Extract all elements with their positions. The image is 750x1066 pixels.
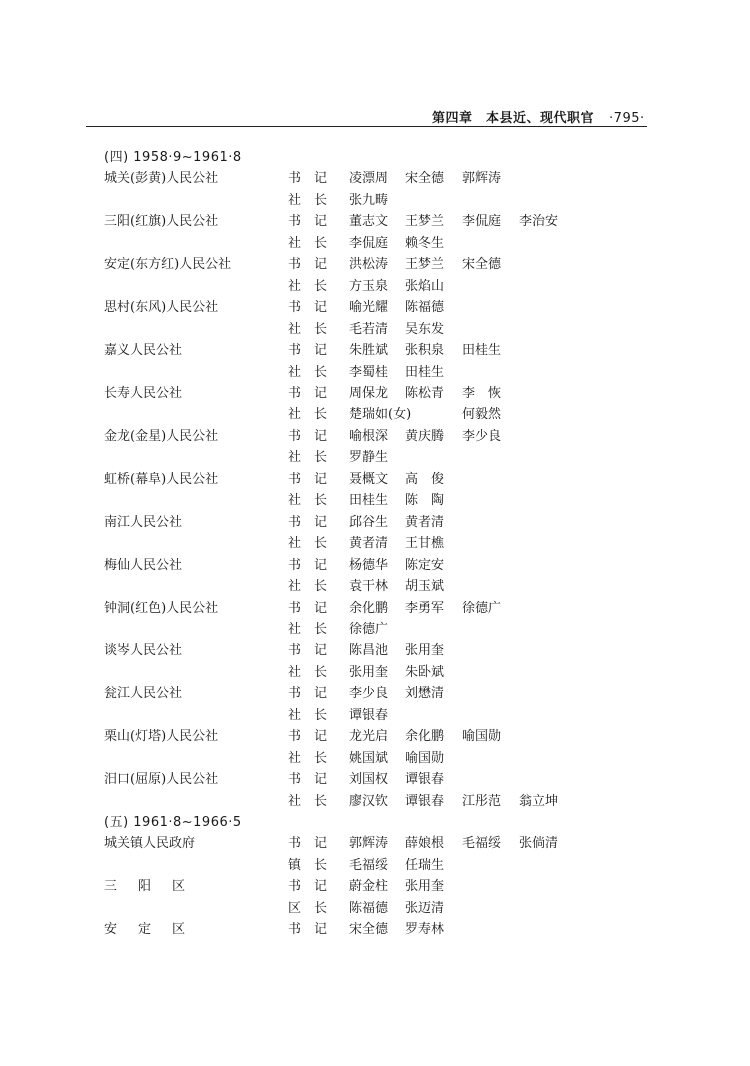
- role-char: 书: [288, 428, 302, 444]
- official-name: 朱胜斌: [349, 343, 389, 358]
- org-role-row: [0, 770, 750, 790]
- official-name: 蔚金柱: [349, 879, 389, 895]
- official-name: 李侃庭: [462, 214, 502, 230]
- official-name: 朱卧斌: [405, 664, 445, 680]
- official-name: 张用奎: [349, 664, 389, 680]
- org-name: 梅仙人民公社: [104, 557, 183, 573]
- official-name: 喻光耀: [349, 300, 389, 316]
- org-role-row: [0, 341, 750, 361]
- org-name: 南江人民公社: [104, 514, 183, 530]
- org-role-row: [0, 212, 750, 232]
- role-char: 书: [288, 772, 302, 787]
- role-char: 书: [288, 557, 302, 573]
- official-name: 廖汉钦: [349, 793, 389, 809]
- official-name: 谭银春: [405, 772, 445, 787]
- org-role-row: [0, 384, 750, 404]
- role-char: 社: [288, 235, 302, 251]
- role-char: 记: [314, 428, 328, 444]
- role-char: 书: [288, 343, 302, 358]
- official-name: 聂概文: [349, 471, 389, 487]
- official-name: 郭辉涛: [462, 171, 502, 187]
- org-role-row: [0, 641, 750, 661]
- role-char: 社: [288, 278, 302, 294]
- org-role-row: [0, 277, 750, 297]
- official-name: 徐德广: [349, 621, 389, 637]
- role-char: 长: [314, 579, 328, 594]
- section-heading-line: [0, 813, 750, 833]
- role-char: 长: [314, 364, 328, 380]
- org-name: 钟洞(红色)人民公社: [104, 600, 219, 616]
- official-name: 李少良: [349, 686, 389, 702]
- role-char: 社: [288, 707, 302, 723]
- role-char: 记: [314, 171, 328, 187]
- org-name: 城关镇人民政府: [104, 836, 196, 852]
- official-name: 陈松青: [405, 385, 445, 401]
- official-name: 赖冬生: [405, 235, 445, 251]
- official-name: 黄者清: [349, 536, 389, 552]
- role-char: 社: [288, 192, 302, 208]
- org-name: 虹桥(幕阜)人民公社: [104, 471, 219, 487]
- org-name: 谈岑人民公社: [104, 643, 183, 659]
- official-name: 张用奎: [405, 879, 445, 895]
- org-role-row: [0, 169, 750, 189]
- official-name: 高 俊: [405, 471, 445, 487]
- role-char: 记: [314, 343, 328, 358]
- role-char: 记: [314, 686, 328, 702]
- role-char: 记: [314, 557, 328, 573]
- org-role-row: [0, 491, 750, 511]
- official-name: 宋全德: [405, 171, 445, 187]
- role-char: 社: [288, 579, 302, 594]
- official-name: 喻国勋: [405, 750, 445, 766]
- official-name: 张迈清: [405, 900, 445, 916]
- role-char: 长: [314, 407, 328, 423]
- role-char: 长: [314, 900, 328, 916]
- official-name: 谭银春: [405, 793, 445, 809]
- role-char: 长: [314, 707, 328, 723]
- org-role-row: [0, 448, 750, 468]
- role-char: 记: [314, 471, 328, 487]
- org-name: 三阳(红旗)人民公社: [104, 214, 219, 230]
- role-char: 长: [314, 192, 328, 208]
- official-name: 毛若清: [349, 321, 389, 337]
- header-rule: [86, 126, 647, 127]
- running-header: [432, 107, 645, 126]
- role-char: 记: [314, 772, 328, 787]
- official-name: 凌漂周: [349, 171, 389, 187]
- org-role-row: [0, 255, 750, 275]
- org-role-row: [0, 556, 750, 576]
- official-name: 刘国权: [349, 772, 389, 787]
- org-role-row: [0, 663, 750, 683]
- role-char: 书: [288, 922, 302, 938]
- org-role-row: [0, 191, 750, 211]
- role-char: 书: [288, 836, 302, 852]
- org-name: 安定(东方红)人民公社: [104, 257, 232, 273]
- official-name: 李蜀桂: [349, 364, 389, 380]
- role-char: 区: [288, 900, 302, 916]
- org-name: 瓮江人民公社: [104, 686, 183, 702]
- official-name: 宋全德: [349, 922, 389, 938]
- org-name: 金龙(金星)人民公社: [104, 428, 219, 444]
- role-char: 书: [288, 471, 302, 487]
- role-char: 书: [288, 385, 302, 401]
- org-role-row: [0, 706, 750, 726]
- official-name: 张积泉: [405, 343, 445, 358]
- org-role-row: [0, 320, 750, 340]
- org-name: 嘉义人民公社: [104, 343, 183, 358]
- role-char: 社: [288, 321, 302, 337]
- role-char: 长: [314, 857, 328, 873]
- role-char: 书: [288, 879, 302, 895]
- role-char: 记: [314, 729, 328, 745]
- official-name: 田桂生: [462, 343, 502, 358]
- role-char: 记: [314, 922, 328, 938]
- org-role-row: [0, 856, 750, 876]
- org-role-row: [0, 899, 750, 919]
- role-char: 书: [288, 729, 302, 745]
- official-name: 方玉泉: [349, 278, 389, 294]
- role-char: 社: [288, 536, 302, 552]
- role-char: 记: [314, 214, 328, 230]
- org-role-row: [0, 470, 750, 490]
- official-name: 王梦兰: [405, 257, 445, 273]
- official-name: 张用奎: [405, 643, 445, 659]
- official-name: 田桂生: [405, 364, 445, 380]
- official-name: 李 恢: [462, 385, 502, 401]
- role-char: 社: [288, 664, 302, 680]
- official-name: 张九畴: [349, 192, 389, 208]
- official-name: 胡玉斌: [405, 579, 445, 594]
- role-char: 记: [314, 600, 328, 616]
- org-role-row: [0, 877, 750, 897]
- org-role-row: [0, 792, 750, 812]
- official-name: 田桂生: [349, 493, 389, 509]
- official-name: 刘懋清: [405, 686, 445, 702]
- official-name: 郭辉涛: [349, 836, 389, 852]
- role-char: 社: [288, 364, 302, 380]
- official-name: 周保龙: [349, 385, 389, 401]
- org-name: 三阳区: [104, 879, 207, 895]
- section-heading: (五) 1961·8~1966·5: [104, 814, 242, 830]
- role-char: 长: [314, 536, 328, 552]
- official-name: 李勇军: [405, 600, 445, 616]
- org-role-row: [0, 920, 750, 940]
- role-char: 记: [314, 514, 328, 530]
- official-name: 徐德广: [462, 600, 502, 616]
- chapter-title: 第四章 本县近、现代职官: [432, 111, 595, 126]
- org-name: 安定区: [104, 922, 207, 938]
- official-name: 杨德华: [349, 557, 389, 573]
- role-char: 长: [314, 664, 328, 680]
- org-role-row: [0, 727, 750, 747]
- official-name: 李少良: [462, 428, 502, 444]
- role-char: 书: [288, 514, 302, 530]
- official-name: 姚国斌: [349, 750, 389, 766]
- role-char: 书: [288, 171, 302, 187]
- org-role-row: [0, 534, 750, 554]
- org-role-row: [0, 684, 750, 704]
- official-name: 黄者清: [405, 514, 445, 530]
- role-char: 记: [314, 300, 328, 316]
- org-role-row: [0, 513, 750, 533]
- org-name: 思村(东风)人民公社: [104, 300, 219, 316]
- role-char: 书: [288, 257, 302, 273]
- role-char: 长: [314, 621, 328, 637]
- org-name: 长寿人民公社: [104, 385, 183, 401]
- role-char: 长: [314, 450, 328, 466]
- role-char: 长: [314, 321, 328, 337]
- org-role-row: [0, 599, 750, 619]
- official-name: 陈福德: [405, 300, 445, 316]
- role-char: 书: [288, 214, 302, 230]
- official-name: 任瑞生: [405, 857, 445, 873]
- role-char: 社: [288, 750, 302, 766]
- official-name: 张焰山: [405, 278, 445, 294]
- official-name: 董志文: [349, 214, 389, 230]
- official-name: 李侃庭: [349, 235, 389, 251]
- role-char: 社: [288, 493, 302, 509]
- official-name: 谭银春: [349, 707, 389, 723]
- role-char: 社: [288, 621, 302, 637]
- org-role-row: [0, 577, 750, 597]
- role-char: 长: [314, 493, 328, 509]
- role-char: 记: [314, 643, 328, 659]
- official-name: 宋全德: [462, 257, 502, 273]
- role-char: 社: [288, 450, 302, 466]
- official-name: 余化鹏: [405, 729, 445, 745]
- role-char: 记: [314, 879, 328, 895]
- role-char: 长: [314, 793, 328, 809]
- role-char: 长: [314, 278, 328, 294]
- org-role-row: [0, 749, 750, 769]
- official-name: 陈 陶: [405, 493, 445, 509]
- official-name: 毛福绥: [462, 836, 502, 852]
- official-name: 罗静生: [349, 450, 389, 466]
- role-char: 书: [288, 643, 302, 659]
- official-name: 陈定安: [405, 557, 445, 573]
- org-role-row: [0, 427, 750, 447]
- official-name: 陈昌池: [349, 643, 389, 659]
- role-char: 记: [314, 257, 328, 273]
- official-name: 邱谷生: [349, 514, 389, 530]
- official-name: 黄庆腾: [405, 428, 445, 444]
- org-name: 汨口(屈原)人民公社: [104, 772, 219, 787]
- official-name: 罗寿林: [405, 922, 445, 938]
- official-name: 龙光启: [349, 729, 389, 745]
- section-heading: (四) 1958·9~1961·8: [104, 150, 242, 165]
- official-name: 江彤范: [462, 793, 502, 809]
- official-name: 洪松涛: [349, 257, 389, 273]
- org-role-row: [0, 298, 750, 318]
- org-role-row: [0, 405, 750, 425]
- org-role-row: [0, 834, 750, 854]
- role-char: 镇: [288, 857, 302, 873]
- section-heading-line: [0, 148, 750, 168]
- role-char: 社: [288, 793, 302, 809]
- official-name: 王梦兰: [405, 214, 445, 230]
- role-char: 长: [314, 235, 328, 251]
- official-name: 王甘樵: [405, 536, 445, 552]
- official-name: 喻根深: [349, 428, 389, 444]
- official-name: 薛娘根: [405, 836, 445, 852]
- official-name: 翁立坤: [519, 793, 559, 809]
- role-char: 长: [314, 750, 328, 766]
- org-role-row: [0, 363, 750, 383]
- official-name: 喻国勋: [462, 729, 502, 745]
- role-char: 记: [314, 385, 328, 401]
- official-name: 李治安: [519, 214, 559, 230]
- official-name: 袁干林: [349, 579, 389, 594]
- org-role-row: [0, 620, 750, 640]
- org-role-row: [0, 234, 750, 254]
- role-char: 书: [288, 686, 302, 702]
- role-char: 记: [314, 836, 328, 852]
- org-name: 栗山(灯塔)人民公社: [104, 729, 219, 745]
- role-char: 社: [288, 407, 302, 423]
- official-name: 吴东发: [405, 321, 445, 337]
- official-name: 余化鹏: [349, 600, 389, 616]
- official-name: 楚瑞如(女): [349, 407, 412, 423]
- role-char: 书: [288, 600, 302, 616]
- role-char: 书: [288, 300, 302, 316]
- page-number: ·795·: [609, 111, 645, 126]
- official-name: 何毅然: [462, 407, 502, 423]
- official-name: 毛福绥: [349, 857, 389, 873]
- official-name: 陈福德: [349, 900, 389, 916]
- org-name: 城关(彭黄)人民公社: [104, 171, 219, 187]
- official-name: 张倘清: [519, 836, 559, 852]
